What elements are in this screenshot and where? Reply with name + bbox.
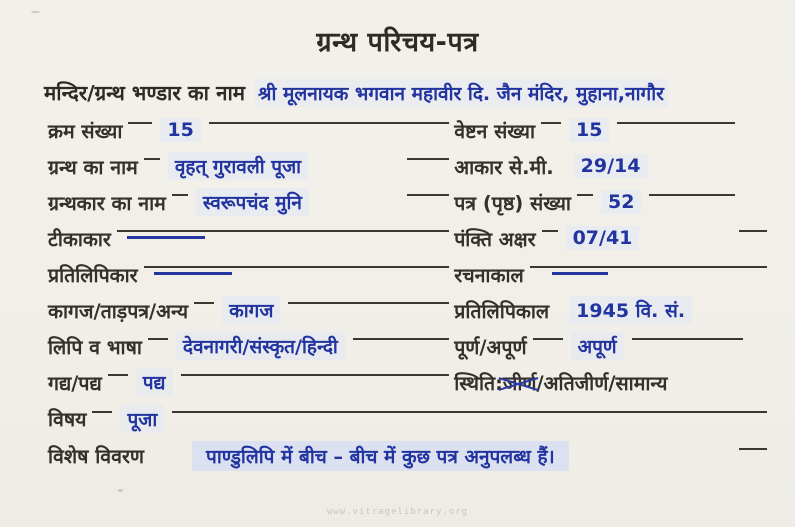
form-row: [48, 256, 767, 292]
fill-line-with-blank-mark: [117, 230, 449, 232]
fill-line: [649, 194, 735, 196]
field-label-vishay: विषय: [48, 408, 87, 431]
scan-speck: [118, 489, 123, 492]
form-row: [48, 364, 767, 400]
field-value-kagaj: कागज: [222, 296, 280, 324]
field-label-tikakar: टीकाकार: [48, 227, 111, 251]
label-dash: [172, 194, 188, 196]
label-dash: [144, 158, 160, 160]
form-row: [48, 400, 767, 437]
field-label-pratilipikaal: प्रतिलिपिकाल: [454, 299, 550, 323]
fill-line: [172, 411, 767, 413]
label-dash: [194, 302, 214, 304]
fill-line: [617, 122, 735, 124]
field-label-kram-sankhya: क्रम संख्या: [48, 119, 123, 143]
field-value-granth-naam: वृहत् गुरावली पूजा: [168, 152, 308, 180]
field-label-purn-apurn: पूर्ण/अपूर्ण: [454, 335, 527, 359]
label-dash: [92, 411, 112, 413]
fill-line: [288, 302, 449, 304]
label-dash: [148, 338, 168, 340]
field-label-sthiti-prefix: स्थिति:: [454, 371, 503, 395]
field-value-aakar: 29/14: [574, 154, 648, 178]
fill-line: [209, 122, 449, 124]
scan-speck: [31, 11, 40, 13]
field-value-vishesh-vivran: पाण्डुलिपि में बीच – बीच में कुछ पत्र अनुपलब्ध हैं।: [192, 441, 569, 471]
fill-line: [739, 448, 767, 450]
label-dash: [533, 338, 563, 340]
field-value-vishay: पूजा: [120, 405, 164, 433]
field-label-vishesh-vivran: विशेष विवरण: [48, 445, 145, 468]
label-dash: [577, 194, 593, 196]
label-dash: [108, 374, 128, 376]
field-label-granth-naam: ग्रन्थ का नाम: [48, 155, 138, 179]
field-label-veshtan-sankhya: वेष्टन संख्या: [454, 119, 536, 143]
fill-line: [407, 158, 449, 160]
label-dash: [542, 230, 558, 232]
header-row: [44, 79, 791, 107]
label-dash: [128, 122, 152, 124]
field-label-pankti-akshar: पंक्ति अक्षर: [454, 227, 536, 251]
sthiti-option-jirn-crossed-out: जीर्ण: [503, 369, 537, 396]
field-value-veshtan-sankhya: 15: [569, 118, 609, 142]
field-value-pankti-akshar: 07/41: [566, 226, 640, 250]
form-row: [48, 292, 767, 328]
form-row: [48, 112, 767, 148]
form-row: [48, 184, 767, 220]
field-value-granthkar-naam: स्वरूपचंद मुनि: [196, 188, 309, 216]
watermark: www.vitragelibrary.org: [326, 507, 469, 517]
fill-line: [739, 230, 767, 232]
form-row: [48, 220, 767, 256]
fill-line-with-blank-mark: [530, 266, 767, 268]
field-label-gadya-padya: गद्य/पद्य: [48, 371, 102, 395]
field-label-sthiti-suffix: /अतिजीर्ण/सामान्य: [536, 371, 668, 395]
field-label-lipi-bhasha: लिपि व भाषा: [48, 335, 142, 359]
label-dash: [541, 122, 561, 124]
field-label-granthkar-naam: ग्रन्थकार का नाम: [48, 191, 166, 215]
fill-line: [353, 338, 449, 340]
field-value-patra-sankhya: 52: [601, 190, 641, 214]
form-row: [48, 328, 767, 364]
fill-line: [632, 338, 743, 340]
fill-line-with-blank-mark: [144, 266, 450, 268]
form-rows: [48, 112, 767, 474]
field-value-kram-sankhya: 15: [160, 118, 200, 142]
field-value-padya: पद्य: [136, 368, 173, 396]
page-title: ग्रन्थ परिचय-पत्र: [316, 27, 479, 58]
field-value-mandir-bhandar: श्री मूलनायक भगवान महावीर दि. जैन मंदिर, मुहाना,नागौर: [254, 79, 668, 107]
field-label-kagaj-tadpatra: कागज/ताड़पत्र/अन्य: [48, 299, 189, 323]
fill-line: [181, 374, 450, 376]
fill-line: [407, 194, 449, 196]
field-value-lipi-bhasha: देवनागरी/संस्कृत/हिन्दी: [176, 332, 345, 360]
field-label-pratilipikar: प्रतिलिपिकार: [48, 263, 138, 287]
field-label-mandir-bhandar: मन्दिर/ग्रन्थ भण्डार का नाम: [44, 81, 246, 105]
form-row: [48, 148, 767, 184]
field-label-rachnakal: रचनाकाल: [454, 263, 524, 287]
field-label-aakar: आकार से.मी.: [454, 155, 554, 179]
field-value-pratilipikaal: 1945 वि. सं.: [569, 296, 692, 324]
field-label-patra-sankhya: पत्र (पृष्ठ) संख्या: [454, 191, 571, 215]
form-row: [48, 437, 767, 474]
field-value-apurn: अपूर्ण: [571, 332, 624, 360]
